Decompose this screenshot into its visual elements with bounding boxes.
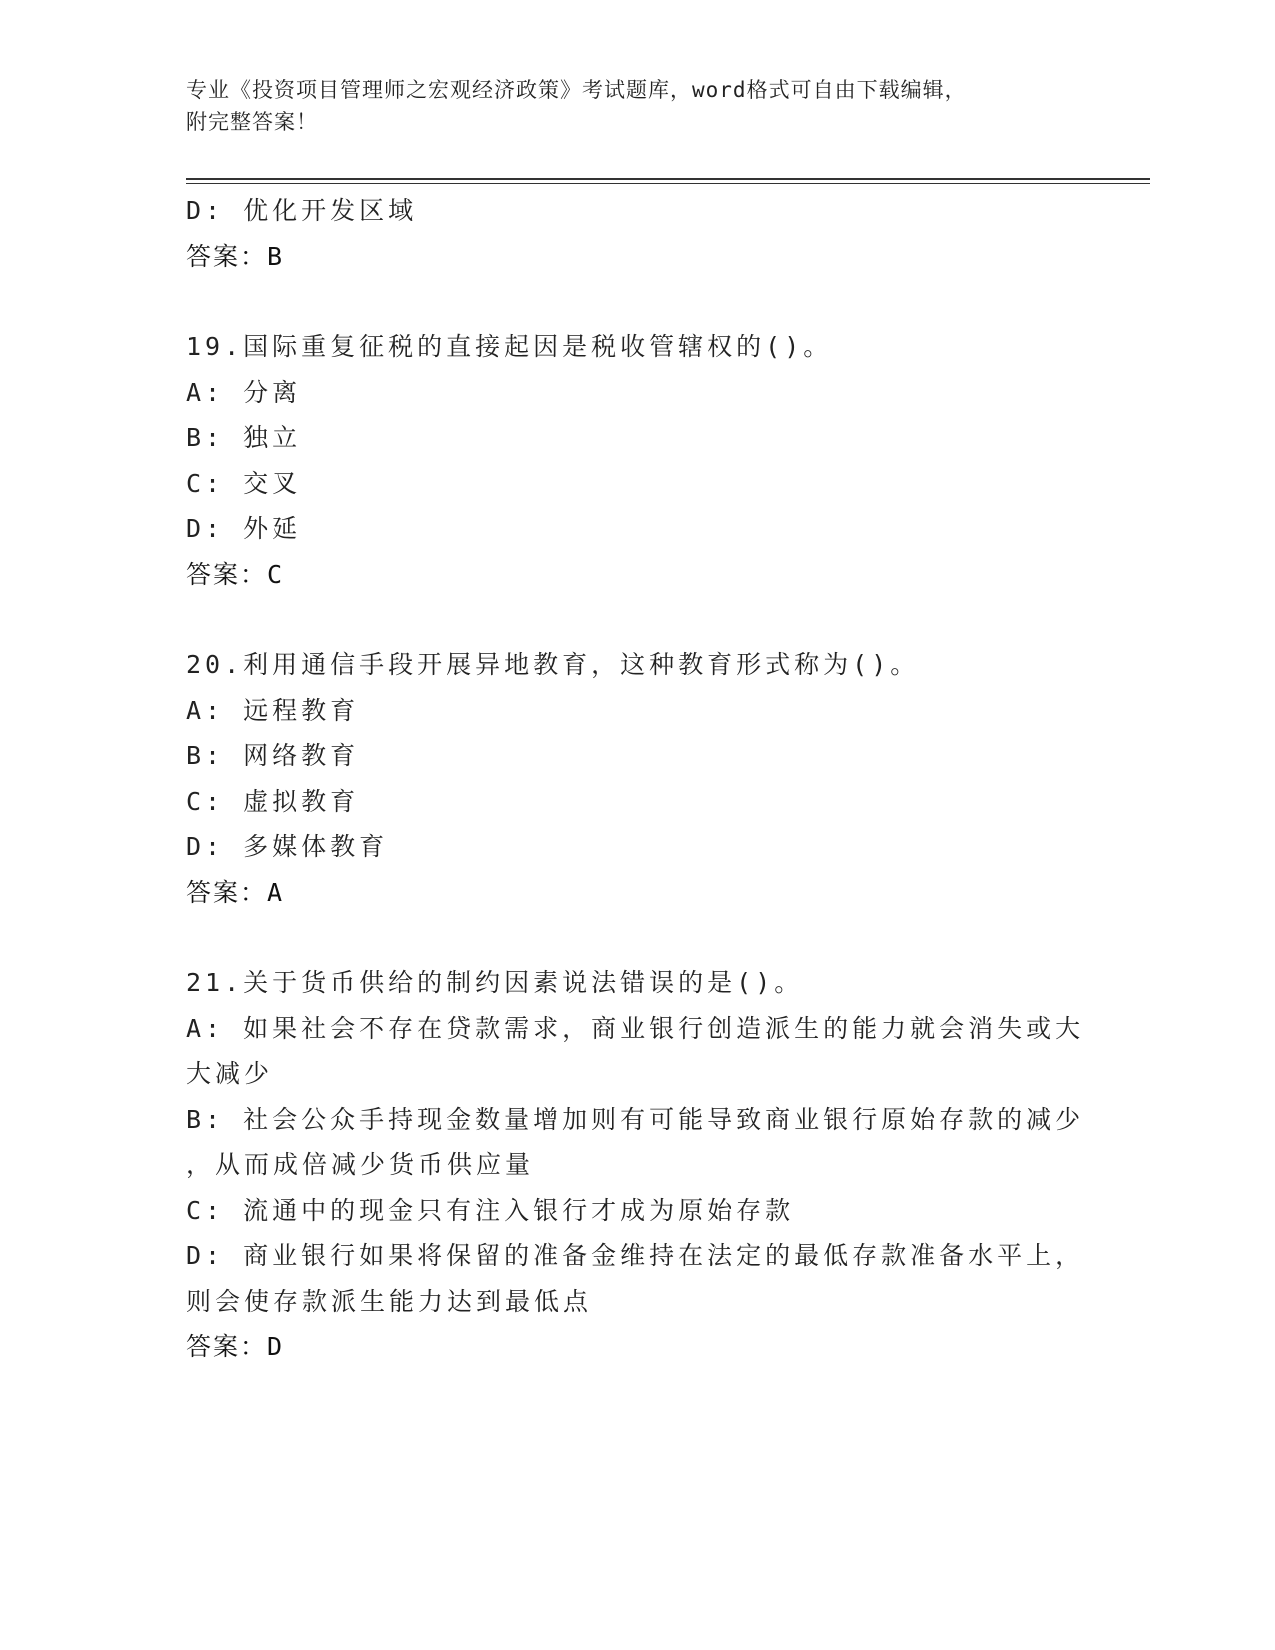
header-divider-thin: [186, 183, 1150, 184]
question-21: [186, 960, 1086, 1370]
option-c: C: 交叉: [186, 468, 302, 498]
option-b: B: 网络教育: [186, 741, 360, 770]
option-a: A: 分离: [186, 377, 302, 407]
question-20: [186, 642, 1086, 915]
option-d-continuation: 则会使存款派生能力达到最低点: [186, 1286, 593, 1316]
question-19: [186, 324, 1086, 597]
option-a-continuation: 大减少: [186, 1059, 274, 1088]
question-fragment: [186, 188, 1086, 279]
option-b: B: 社会公众手持现金数量增加则有可能导致商业银行原始存款的减少: [186, 1104, 1085, 1134]
answer-line: 答案：D: [186, 1332, 285, 1361]
option-d: D: 外延: [186, 514, 302, 543]
spacer: [186, 279, 1086, 324]
option-b-continuation: ，从而成倍减少货币供应量: [186, 1150, 535, 1179]
option-d: D: 优化开发区域: [186, 196, 418, 225]
answer-line: 答案：A: [186, 877, 285, 907]
option-a: A: 如果社会不存在贷款需求，商业银行创造派生的能力就会消失或大: [186, 1013, 1085, 1043]
option-b: B: 独立: [186, 423, 302, 452]
question-stem: 20.利用通信手段开展异地教育，这种教育形式称为()。: [186, 650, 920, 679]
spacer: [186, 597, 1086, 642]
option-a: A: 远程教育: [186, 695, 360, 725]
header-divider-thick: [186, 178, 1150, 180]
question-stem: 21.关于货币供给的制约因素说法错误的是()。: [186, 968, 804, 997]
question-list: [186, 188, 1086, 1370]
option-c: C: 虚拟教育: [186, 786, 360, 816]
option-c: C: 流通中的现金只有注入银行才成为原始存款: [186, 1195, 795, 1225]
header-line-2: 附完整答案！: [186, 110, 318, 134]
document-header: [186, 74, 1086, 138]
answer-line: 答案：C: [186, 559, 285, 589]
spacer: [186, 915, 1086, 960]
option-d: D: 商业银行如果将保留的准备金维持在法定的最低存款准备水平上，: [186, 1241, 1085, 1270]
answer-line: 答案：B: [186, 241, 285, 271]
header-line-1: 专业《投资项目管理师之宏观经济政策》考试题库，word格式可自由下载编辑，: [186, 78, 967, 102]
option-d: D: 多媒体教育: [186, 832, 389, 861]
question-stem: 19.国际重复征税的直接起因是税收管辖权的()。: [186, 332, 833, 361]
